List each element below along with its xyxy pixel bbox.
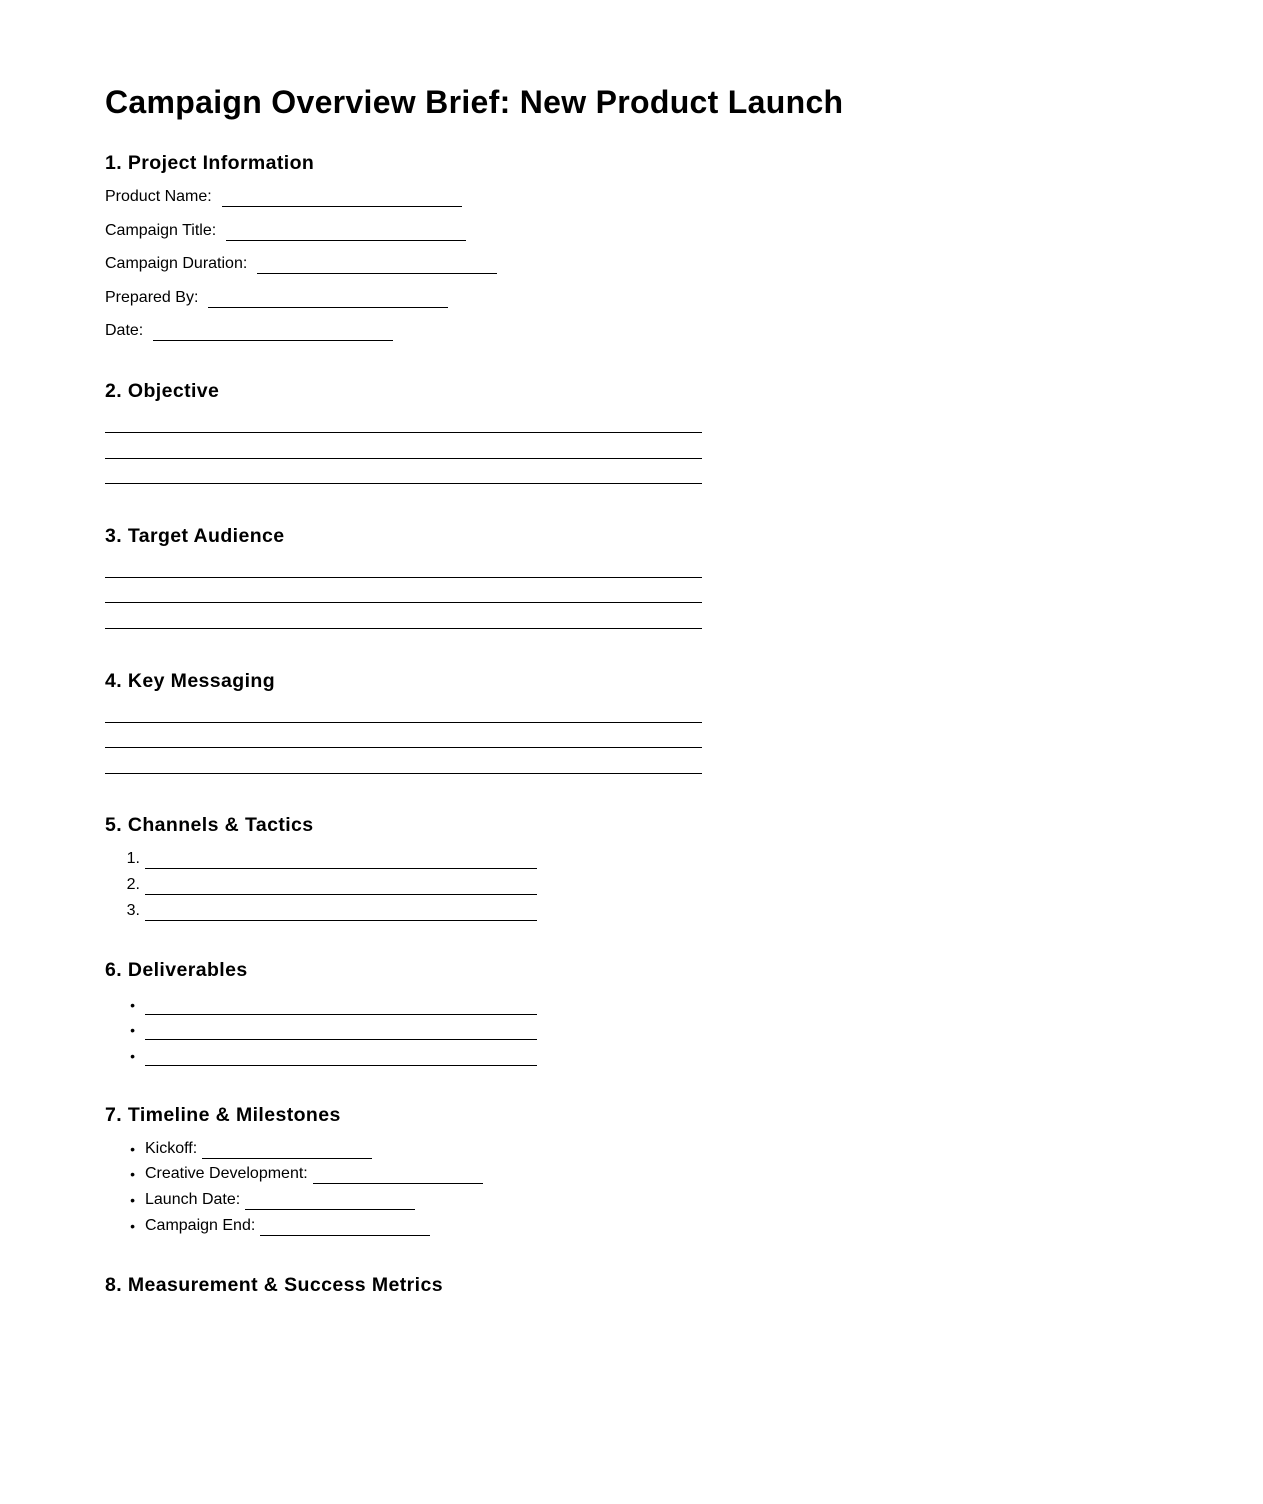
- date-blank[interactable]: [153, 323, 393, 341]
- section-heading-key-messaging: 4. Key Messaging: [105, 670, 276, 692]
- key-messaging-line-3[interactable]: [105, 773, 702, 774]
- objective-line-1[interactable]: [105, 432, 702, 433]
- campaign-title-blank[interactable]: [226, 223, 466, 241]
- timeline-label: Launch Date:: [145, 1191, 241, 1208]
- field-label: Campaign Duration:: [105, 255, 248, 272]
- field-product-name: [105, 187, 462, 207]
- field-label: Product Name:: [105, 188, 212, 205]
- deliverable-1-blank[interactable]: [145, 997, 537, 1015]
- bullet-icon: •: [130, 997, 135, 1013]
- timeline-item-campaign-end: [105, 1216, 430, 1236]
- list-number: 3.: [126, 902, 140, 919]
- launch-date-blank[interactable]: [245, 1192, 415, 1210]
- timeline-label: Creative Development:: [145, 1165, 308, 1182]
- target-audience-line-2[interactable]: [105, 602, 702, 603]
- deliverable-item-1: [105, 995, 537, 1015]
- channel-2-blank[interactable]: [145, 877, 537, 895]
- objective-line-2[interactable]: [105, 458, 702, 459]
- list-number: 1.: [126, 850, 140, 867]
- bullet-icon: •: [130, 1166, 135, 1182]
- key-messaging-line-2[interactable]: [105, 747, 702, 748]
- bullet-icon: •: [130, 1192, 135, 1208]
- campaign-duration-blank[interactable]: [257, 256, 497, 274]
- deliverable-item-3: [105, 1046, 537, 1066]
- campaign-end-blank[interactable]: [260, 1218, 430, 1236]
- prepared-by-blank[interactable]: [208, 290, 448, 308]
- bullet-icon: •: [130, 1218, 135, 1234]
- section-heading-deliverables: 6. Deliverables: [105, 959, 248, 981]
- channel-3-blank[interactable]: [145, 903, 537, 921]
- section-heading-target-audience: 3. Target Audience: [105, 525, 285, 547]
- section-heading-timeline: 7. Timeline & Milestones: [105, 1104, 341, 1126]
- field-label: Prepared By:: [105, 289, 199, 306]
- timeline-label: Kickoff:: [145, 1140, 198, 1157]
- section-heading-project-information: 1. Project Information: [105, 152, 315, 174]
- bullet-icon: •: [130, 1022, 135, 1038]
- channel-1-blank[interactable]: [145, 851, 537, 869]
- list-number: 2.: [126, 876, 140, 893]
- timeline-label: Campaign End:: [145, 1217, 256, 1234]
- field-campaign-title: [105, 221, 466, 241]
- product-name-blank[interactable]: [222, 189, 462, 207]
- key-messaging-line-1[interactable]: [105, 722, 702, 723]
- timeline-item-kickoff: [105, 1139, 372, 1159]
- creative-development-blank[interactable]: [313, 1166, 483, 1184]
- channel-item-1: [105, 849, 537, 869]
- field-campaign-duration: [105, 254, 497, 274]
- target-audience-line-3[interactable]: [105, 628, 702, 629]
- section-heading-objective: 2. Objective: [105, 380, 220, 402]
- deliverable-3-blank[interactable]: [145, 1048, 537, 1066]
- field-prepared-by: [105, 288, 448, 308]
- field-label: Campaign Title:: [105, 222, 217, 239]
- channel-item-2: [105, 875, 537, 895]
- timeline-item-launch-date: [105, 1190, 415, 1210]
- field-label: Date:: [105, 322, 144, 339]
- deliverable-item-2: [105, 1020, 537, 1040]
- kickoff-blank[interactable]: [202, 1141, 372, 1159]
- target-audience-line-1[interactable]: [105, 577, 702, 578]
- deliverable-2-blank[interactable]: [145, 1022, 537, 1040]
- section-heading-measurement: 8. Measurement & Success Metrics: [105, 1274, 443, 1296]
- field-date: [105, 321, 393, 341]
- section-heading-channels-tactics: 5. Channels & Tactics: [105, 814, 314, 836]
- document-title: Campaign Overview Brief: New Product Launch: [105, 84, 844, 120]
- objective-line-3[interactable]: [105, 483, 702, 484]
- bullet-icon: •: [130, 1141, 135, 1157]
- timeline-item-creative-development: [105, 1164, 483, 1184]
- bullet-icon: •: [130, 1048, 135, 1064]
- channel-item-3: [105, 901, 537, 921]
